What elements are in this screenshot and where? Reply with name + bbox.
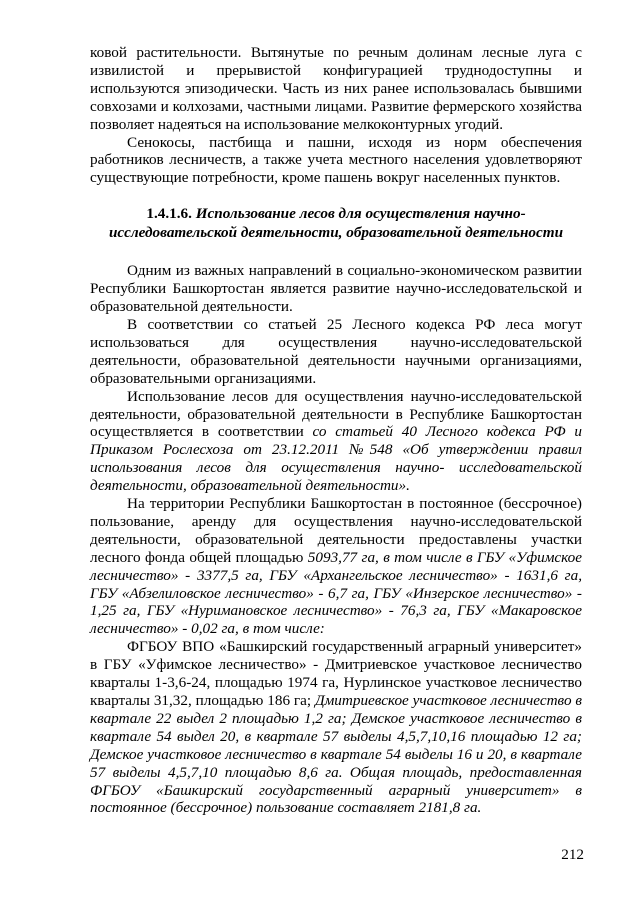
- section-heading-title: Использование лесов для осуществления научно-исследовательской деятельности, образовательной деятельности: [108, 205, 564, 241]
- paragraph-6-italic-text: 5093,77 га, в том числе в ГБУ «Уфимское лесничество» - 3377,5 га, ГБУ «Архангельское лесничество» - 1631,6 га, ГБУ «Абзелиловское лесничество» - 6,7 га, ГБУ «Инзерское лесничество» - 1,25 га, ГБУ «Нуримановское лесничество» - 76,3 га, ГБУ «Макаровское лесничество» - 0,02 га, в том числе:: [90, 548, 582, 638]
- paragraph-1-text: ковой растительности. Вытянутые по речным долинам лесные луга с извилистой и прерывистой конфигурацией труднодоступны и используются эпизодически. Часть из них ранее использовалась бывшими совхозами и колхозами, частными лицами. Развитие фермерского хозяйства позволяет надеяться на использование мелкоконтурных угодий.: [90, 44, 582, 133]
- paragraph-3-text: Одним из важных направлений в социально-экономическом развитии Республики Башкортостан является развитие научно-исследовательской и образовательной деятельности.: [90, 262, 582, 316]
- paragraph-4: [90, 316, 582, 388]
- paragraph-7-italic-text: Дмитриевское участковое лесничество в квартале 22 выдел 2 площадью 1,2 га; Демское участковое лесничество в квартале 54 выдел 20, в квартале 57 выделы 4,5,7,10,16 площадью 12 га; Демское участковое лесничество в квартале 54 выделы 16 и 20, в квартале 57 выделы 4,5,7,10 площадью 8,6 га. Общая площадь, предоставленная ФГБОУ «Башкирский государственный аграрный университет» в постоянное (бессрочное) пользование составляет 2181,8 га.: [90, 692, 582, 817]
- paragraph-5: [90, 388, 582, 495]
- paragraph-7: [90, 638, 582, 817]
- paragraph-6: [90, 495, 582, 638]
- paragraph-2: [90, 134, 582, 188]
- paragraph-6-text: На территории Республики Башкортостан в постоянное (бессрочное) пользование, аренду для осуществления научно-исследовательской деятельности, образовательной деятельности предоставлены участки лесного фонда общей площадью: [90, 495, 582, 566]
- section-heading: [90, 205, 582, 242]
- page-number: 212: [561, 846, 584, 863]
- paragraph-5-italic-text: со статьей 40 Лесного кодекса РФ и Приказом Рослесхоза от 23.12.2011 №548 «Об утверждении правил использования лесов для осуществления научно- исследовательской деятельности, образовательной деятельности».: [90, 423, 582, 495]
- paragraph-3: [90, 262, 582, 316]
- paragraph-7-text: ФГБОУ ВПО «Башкирский государственный аграрный университет» в ГБУ «Уфимское лесничество» - Дмитриевское участковое лесничество кварталы 1-3,6-24, площадью 1974 га, Нурлинское участковое лесничество кварталы 31,32, площадью 186 га;: [90, 638, 582, 709]
- paragraph-1: [90, 44, 582, 134]
- section-heading-number: 1.4.1.6.: [146, 205, 192, 223]
- document-page: [90, 44, 582, 817]
- paragraph-2-text: Сенокосы, пастбища и пашни, исходя из норм обеспечения работников лесничеств, а также учета местного населения удовлетворяют существующие потребности, кроме пашень вокруг населенных пунктов.: [90, 133, 582, 187]
- paragraph-4-text: В соответствии со статьей 25 Лесного кодекса РФ леса могут использоваться для осуществления научно-исследовательской деятельности, образовательной деятельности научными организациями, образовательными организациями.: [90, 315, 582, 387]
- paragraph-5-text: Использование лесов для осуществления научно-исследовательской деятельности, образовательной деятельности в Республике Башкортостан осуществляется в соответствии: [90, 387, 582, 441]
